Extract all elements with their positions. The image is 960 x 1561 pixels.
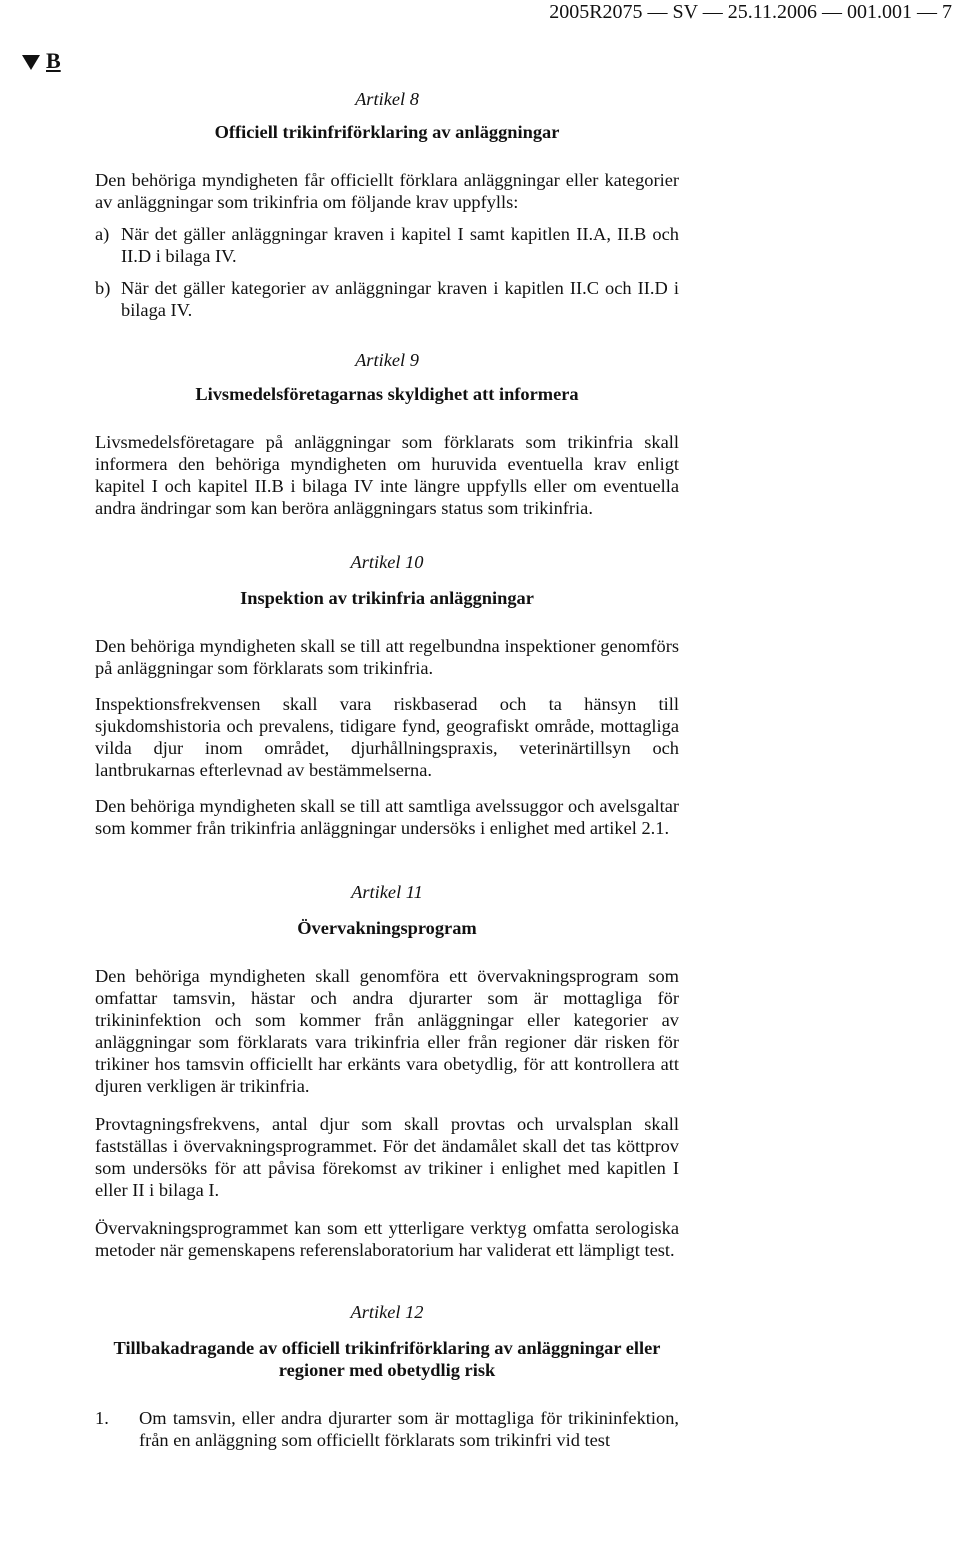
article-number: Artikel 10 [350,552,424,572]
amendment-marker [22,48,61,74]
paragraph: Den behöriga myndigheten skall se till att regelbundna inspektioner genomförs på anläggningar som förklarats som trikinfria. [95,636,679,678]
paragraph: Övervakningsprogrammet kan som ett ytterligare verktyg omfatta serologiska metoder när gemenskapens referenslaboratorium har validerat ett lämpligt test. [95,1218,679,1260]
article-title: Övervakningsprogram [297,918,477,938]
document-body [95,88,679,1451]
article-number: Artikel 11 [351,882,423,902]
article-number: Artikel 12 [350,1302,424,1322]
triangle-down-icon [22,55,40,70]
item-number: 1. [95,1408,109,1428]
list-item [95,277,679,321]
paragraph: Livsmedelsföretagare på anläggningar som förklarats som trikinfria skall informera den behöriga myndigheten om huruvida eventuella krav enligt kapitel I och kapitel II.B i bilaga IV inte längre uppfylls eller om eventuella andra ändringar som kan beröra anläggningars status som trikinfria. [95,432,679,518]
item-label: a) [95,224,110,244]
article-9 [95,349,679,519]
numbered-item [95,1407,679,1451]
article-number: Artikel 8 [355,89,419,109]
paragraph: Provtagningsfrekvens, antal djur som skall provtas och urvalsplan skall fastställas i övervakningsprogrammet. För det ändamålet skall det tas köttprov som undersöks för att påvisa förekomst av trikiner i enlighet med kapitlen I eller II i bilaga I. [95,1114,679,1200]
item-text: När det gäller anläggningar kraven i kapitel I samt kapitlen II.A, II.B och II.D i bilaga IV. [121,224,679,266]
item-label: b) [95,278,111,298]
article-10 [95,551,679,839]
item-text: Om tamsvin, eller andra djurarter som är mottagliga för trikininfektion, från en anläggning som officiellt förklarats som trikinfri vid test [139,1408,679,1450]
article-11 [95,881,679,1261]
article-title: Tillbakadragande av officiell trikinfriförklaring av anläggningar eller regioner med obetydlig risk [113,1338,661,1380]
article-title: Inspektion av trikinfria anläggningar [240,588,534,608]
amendment-letter: B [46,48,61,73]
running-header: 2005R2075 — SV — 25.11.2006 — 001.001 — 7 [549,1,952,23]
paragraph: Inspektionsfrekvensen skall vara riskbaserad och ta hänsyn till sjukdomshistoria och prevalens, tidigare fynd, geografiskt område, mottagliga vilda djur inom området, djurhållningspraxis, veterinärtillsyn och lantbrukarnas efterlevnad av bestämmelserna. [95,694,679,780]
paragraph: Den behöriga myndigheten skall genomföra ett övervakningsprogram som omfattar tamsvin, hästar och andra djurarter som är mottagliga för trikininfektion och som kommer från anläggningar eller kategorier av anläggningar som förklarats vara trikinfria eller från regioner där risken för trikiner hos tamsvin officiellt har erkänts vara obetydlig, för att kontrollera att djuren verkligen är trikinfria. [95,966,679,1096]
article-title: Livsmedelsföretagarnas skyldighet att informera [195,384,579,404]
article-8 [95,88,679,321]
article-12 [95,1301,679,1451]
list-item [95,223,679,267]
paragraph: Den behöriga myndigheten får officiellt förklara anläggningar eller kategorier av anläggningar som trikinfria om följande krav uppfylls: [95,170,679,212]
paragraph: Den behöriga myndigheten skall se till att samtliga avelssuggor och avelsgaltar som kommer från trikinfria anläggningar undersöks i enlighet med artikel 2.1. [95,796,679,838]
item-text: När det gäller kategorier av anläggningar kraven i kapitlen II.C och II.D i bilaga IV. [121,278,679,320]
article-number: Artikel 9 [355,350,419,370]
article-title: Officiell trikinfriförklaring av anläggningar [214,122,560,142]
